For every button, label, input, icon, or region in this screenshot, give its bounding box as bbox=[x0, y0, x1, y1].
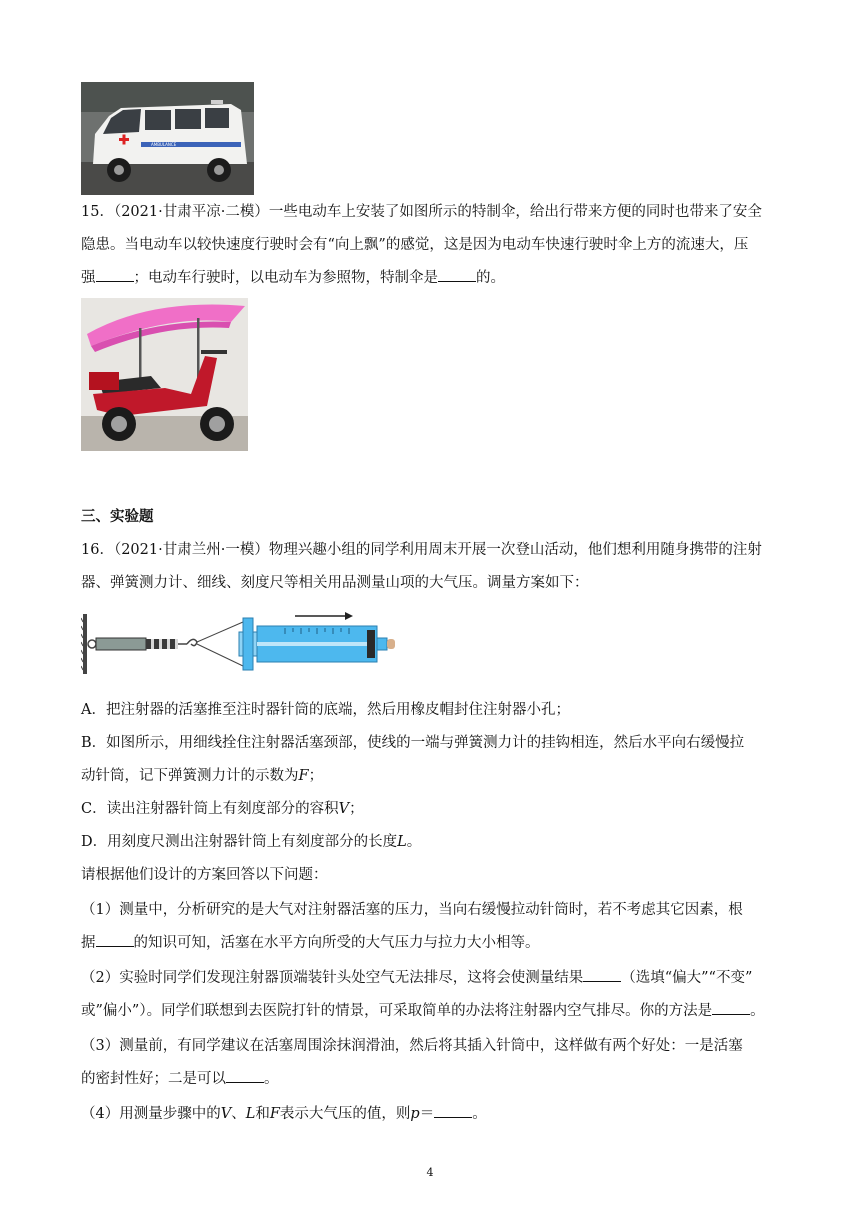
variable-v-2: V bbox=[220, 1106, 232, 1122]
sub-question-4-text-a: （4）用测量步骤中的 bbox=[81, 1106, 221, 1122]
sub-question-2-text-b: （选填“偏大”“不变” bbox=[621, 970, 753, 986]
variable-l-2: L bbox=[245, 1106, 256, 1122]
question-16-text: 物理兴趣小组的同学利用周末开展一次登山活动，他们想利用随身携带的注射 bbox=[268, 542, 762, 558]
sub-question-1-line1: （1）测量中，分析研究的是大气对注射器活塞的压力，当向右缓慢拉动针筒时，若不考虑其它因素，根 bbox=[81, 902, 743, 918]
page-number: 4 bbox=[426, 1166, 434, 1179]
answer-blank-2b[interactable] bbox=[712, 1000, 750, 1015]
sub-question-2-text-c: 或”偏小”）。同学们联想到去医院打针的情景，可采取简单的办法将注射器内空气排尽。你的方法是 bbox=[81, 1003, 713, 1019]
sub-question-2-line2 bbox=[81, 995, 801, 1027]
question-16-line2: 器、弹簧测力计、细线、刻度尺等相关用品测量山项的大气压。调量方案如下： bbox=[81, 575, 589, 591]
umbrella-scooter-photo bbox=[81, 298, 248, 451]
question-15-text-c: 的。 bbox=[476, 270, 505, 286]
sub-question-4-text-b: 表示大气压的值，则 bbox=[279, 1106, 411, 1122]
sub-question-3-line2 bbox=[81, 1063, 801, 1095]
step-b-line1: B．如图所示，用细线拴住注射器活塞颈部，使线的一端与弹簧测力计的挂钩相连，然后水平向右缓慢拉 bbox=[81, 735, 745, 751]
question-15-text-a: 强 bbox=[81, 270, 96, 286]
step-a: A．把注射器的活塞推至注时器针筒的底端，然后用橡皮帽封住注射器小孔； bbox=[81, 702, 570, 718]
question-15-line3 bbox=[81, 262, 801, 294]
answer-blank-2a[interactable] bbox=[583, 967, 621, 982]
question-15-text-b: ；电动车行驶时，以电动车为参照物，特制伞是 bbox=[133, 270, 438, 286]
question-16-source: （2021·甘肃兰州·一模） bbox=[113, 542, 269, 558]
variable-f-2: F bbox=[269, 1106, 280, 1122]
step-c-end: ； bbox=[349, 801, 364, 817]
step-c bbox=[81, 793, 801, 825]
section-title: 三、实验题 bbox=[81, 508, 154, 525]
step-b-line2 bbox=[81, 760, 801, 792]
sub-question-4-end: 。 bbox=[472, 1106, 487, 1122]
variable-p: p bbox=[410, 1106, 420, 1122]
step-d bbox=[81, 826, 801, 858]
question-15-number: 15． bbox=[81, 204, 114, 220]
answer-blank-pressure[interactable] bbox=[96, 267, 134, 282]
step-c-text: C．读出注射器针筒上有刻度部分的容积 bbox=[81, 801, 339, 817]
ambulance-photo bbox=[81, 82, 254, 195]
ambulance-illustration bbox=[81, 82, 254, 195]
sub-question-4-and: 和 bbox=[255, 1106, 270, 1122]
sub-question-4-comma: 、 bbox=[231, 1106, 246, 1122]
answer-blank-motion[interactable] bbox=[438, 267, 476, 282]
sub-question-1-text-b: 的知识可知，活塞在水平方向所受的大气压力与拉力大小相等。 bbox=[133, 935, 540, 951]
variable-l: L bbox=[397, 834, 407, 850]
question-15-line2: 隐患。当电动车以较快速度行驶时会有“向上飘”的感觉，这是因为电动车快速行驶时伞上方的流速大，压 bbox=[81, 237, 749, 253]
question-16-line1 bbox=[81, 534, 801, 566]
syringe-illustration bbox=[81, 608, 411, 680]
question-15-source: （2021·甘肃平凉·二模） bbox=[113, 204, 269, 220]
sub-question-2-text-a: （2）实验时同学们发现注射器顶端装针头处空气无法排尽，这将会使测量结果 bbox=[81, 970, 584, 986]
answer-blank-3[interactable] bbox=[226, 1068, 264, 1083]
syringe-apparatus-diagram bbox=[81, 608, 411, 680]
step-d-end: 。 bbox=[406, 834, 422, 850]
sub-question-3-line1: （3）测量前，有同学建议在活塞周围涂抹润滑油，然后将其插入针筒中，这样做有两个好处：一是活塞 bbox=[81, 1038, 743, 1054]
step-b-end: ； bbox=[308, 768, 324, 784]
question-15-line1 bbox=[81, 196, 801, 228]
sub-question-3-text: 的密封性好；二是可以 bbox=[81, 1071, 226, 1087]
sub-question-2-line1 bbox=[81, 962, 801, 994]
question-prompt: 请根据他们设计的方案回答以下问题： bbox=[81, 867, 328, 883]
scooter-illustration bbox=[81, 298, 248, 451]
sub-question-3-end: 。 bbox=[264, 1071, 279, 1087]
step-b-text: 动针筒，记下弹簧测力计的示数为 bbox=[81, 768, 299, 784]
sub-question-2-end: 。 bbox=[750, 1003, 765, 1019]
variable-f: F bbox=[298, 768, 309, 784]
step-d-text: D．用刻度尺测出注射器针筒上有刻度部分的长度 bbox=[81, 834, 398, 850]
sub-question-4-equals: ＝ bbox=[419, 1106, 435, 1122]
answer-blank-4[interactable] bbox=[434, 1103, 472, 1118]
question-15-text: 一些电动车上安装了如图所示的特制伞，给出行带来方便的同时也带来了安全 bbox=[268, 204, 762, 220]
question-16-number: 16． bbox=[81, 542, 114, 558]
sub-question-4 bbox=[81, 1098, 801, 1130]
answer-blank-1[interactable] bbox=[96, 932, 134, 947]
variable-v: V bbox=[338, 801, 350, 817]
sub-question-1-text-a: 据 bbox=[81, 935, 96, 951]
sub-question-1-line2 bbox=[81, 927, 801, 959]
ambulance-side-label: AMBULANCE bbox=[151, 142, 177, 147]
